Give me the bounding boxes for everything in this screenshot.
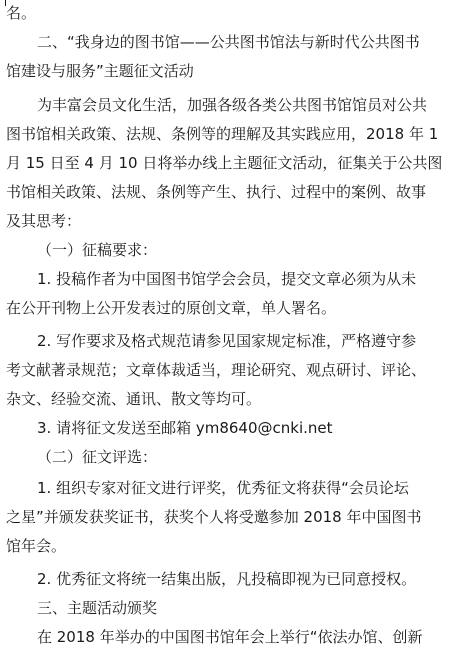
- paragraph-line: 在 2018 年举办的中国图书馆年会上举行“依法办馆、创新: [37, 628, 423, 646]
- paragraph-line: 为丰富会员文化生活，加强各级各类公共图书馆馆员对公共: [37, 96, 428, 114]
- list-item-2-cont: 考文献著录规范；文章体裁适当，理论研究、观点研讨、评论、: [6, 361, 427, 379]
- list-item-2: 2. 写作要求及格式规范请参见国家规定标准，严格遵守参: [37, 332, 417, 350]
- paragraph-line: 图书馆相关政策、法规、条例等的理解及其实践应用，2018 年 1: [6, 125, 439, 143]
- section-heading-2-cont: 馆建设与服务”主题征文活动: [6, 62, 194, 80]
- subheading-selection: （二）征文评选：: [37, 448, 158, 466]
- text-line-name-end: 名。: [6, 4, 37, 22]
- list-item-1: 1. 组织专家对征文进行评奖，优秀征文将获得“会员论坛: [37, 479, 409, 497]
- list-item-1-cont: 之星”并颁发获奖证书，获奖个人将受邀参加 2018 年中国图书: [6, 508, 422, 526]
- subheading-requirements: （一）征稿要求：: [37, 241, 158, 259]
- list-item-3: 3. 请将征文发送至邮箱 ym8640@cnki.net: [37, 419, 333, 437]
- list-item-1-cont: 在公开刊物上公开发表过的原创文章，单人署名。: [6, 299, 337, 317]
- paragraph-line: 书馆相关政策、法规、条例等产生、执行、过程中的案例、故事: [6, 183, 427, 201]
- list-item-2: 2. 优秀征文将统一结集出版，凡投稿即视为已同意授权。: [37, 570, 417, 588]
- section-heading-2: 二、“我身边的图书馆——公共图书馆法与新时代公共图书: [37, 33, 420, 51]
- list-item-2-cont: 杂文、经验交流、通讯、散文等均可。: [6, 390, 262, 408]
- paragraph-line: 及其思考：: [6, 212, 82, 230]
- section-heading-3: 三、主题活动颁奖: [37, 599, 158, 617]
- paragraph-line: 月 15 日至 4 月 10 日将举办线上主题征文活动，征集关于公共图: [6, 154, 443, 172]
- list-item-1-cont: 馆年会。: [6, 537, 67, 555]
- list-item-1: 1. 投稿作者为中国图书馆学会会员，提交文章必须为从未: [37, 270, 417, 288]
